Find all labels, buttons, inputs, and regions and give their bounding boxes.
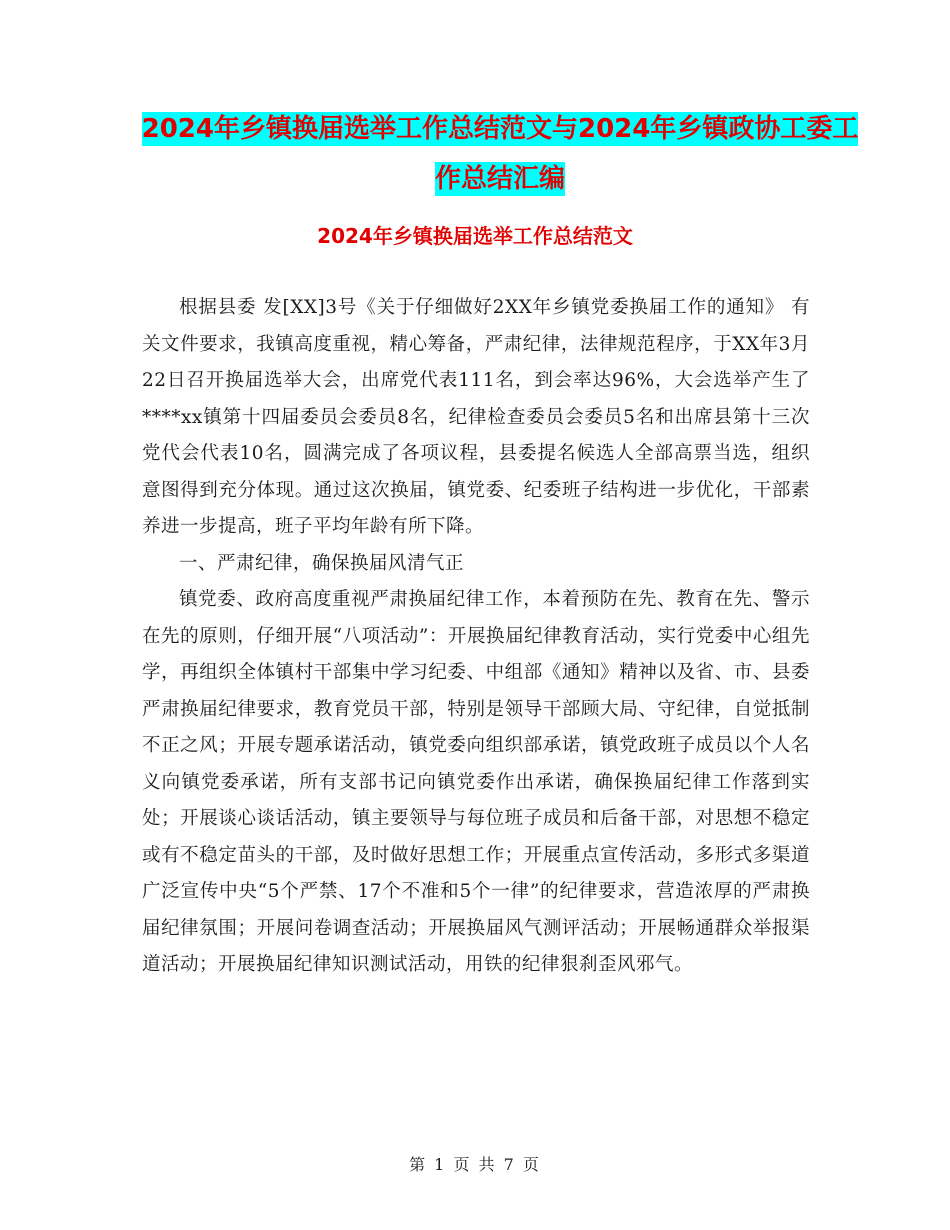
paragraph-heading-1: 一、严肃纪律，确保换届风清气正 [179, 552, 465, 574]
main-title-highlight: 2024年乡镇换届选举工作总结范文与2024年乡镇政协工委工作总结汇编 [141, 114, 859, 194]
paragraph-intro: 根据县委 发[XX]3号《关于仔细做好2XX年乡镇党委换届工作的通知》 有关文件要求，我镇高度重视，精心筹备，严肃纪律，法律规范程序，于XX年3月22日召开换届选举大会，出席党代表111名，到会率达96%，大会选举产生了****xx镇第十四届委员会委员8名，纪律检查委员会委员5名和出席县第十三次党代会代表10名，圆满完成了各项议程，县委提名候选人全部高票当选，组织意图得到充分体现。通过这次换届，镇党委、纪委班子结构进一步优化，干部素养进一步提高，班子平均年龄有所下降。 [142, 297, 810, 537]
main-title [140, 104, 860, 204]
section-title: 2024年乡镇换届选举工作总结范文 [317, 224, 633, 248]
page-footer: 第 1 页 共 7 页 [409, 1155, 541, 1174]
body-text [142, 290, 810, 984]
paragraph-discipline: 镇党委、政府高度重视严肃换届纪律工作，本着预防在先、教育在先、警示在先的原则，仔细开展“八项活动”：开展换届纪律教育活动，实行党委中心组先学，再组织全体镇村干部集中学习纪委、中组部《通知》精神以及省、市、县委严肃换届纪律要求，教育党员干部，特别是领导干部顾大局、守纪律，自觉抵制不正之风；开展专题承诺活动，镇党委向组织部承诺，镇党政班子成员以个人名义向镇党委承诺，所有支部书记向镇党委作出承诺，确保换届纪律工作落到实处；开展谈心谈话活动，镇主要领导与每位班子成员和后备干部，对思想不稳定或有不稳定苗头的干部，及时做好思想工作；开展重点宣传活动，多形式多渠道广泛宣传中央“5个严禁、17个不准和5个一律”的纪律要求，营造浓厚的严肃换届纪律氛围；开展问卷调查活动；开展换届风气测评活动；开展畅通群众举报渠道活动；开展换届纪律知识测试活动，用铁的纪律狠刹歪风邪气。 [142, 589, 810, 975]
